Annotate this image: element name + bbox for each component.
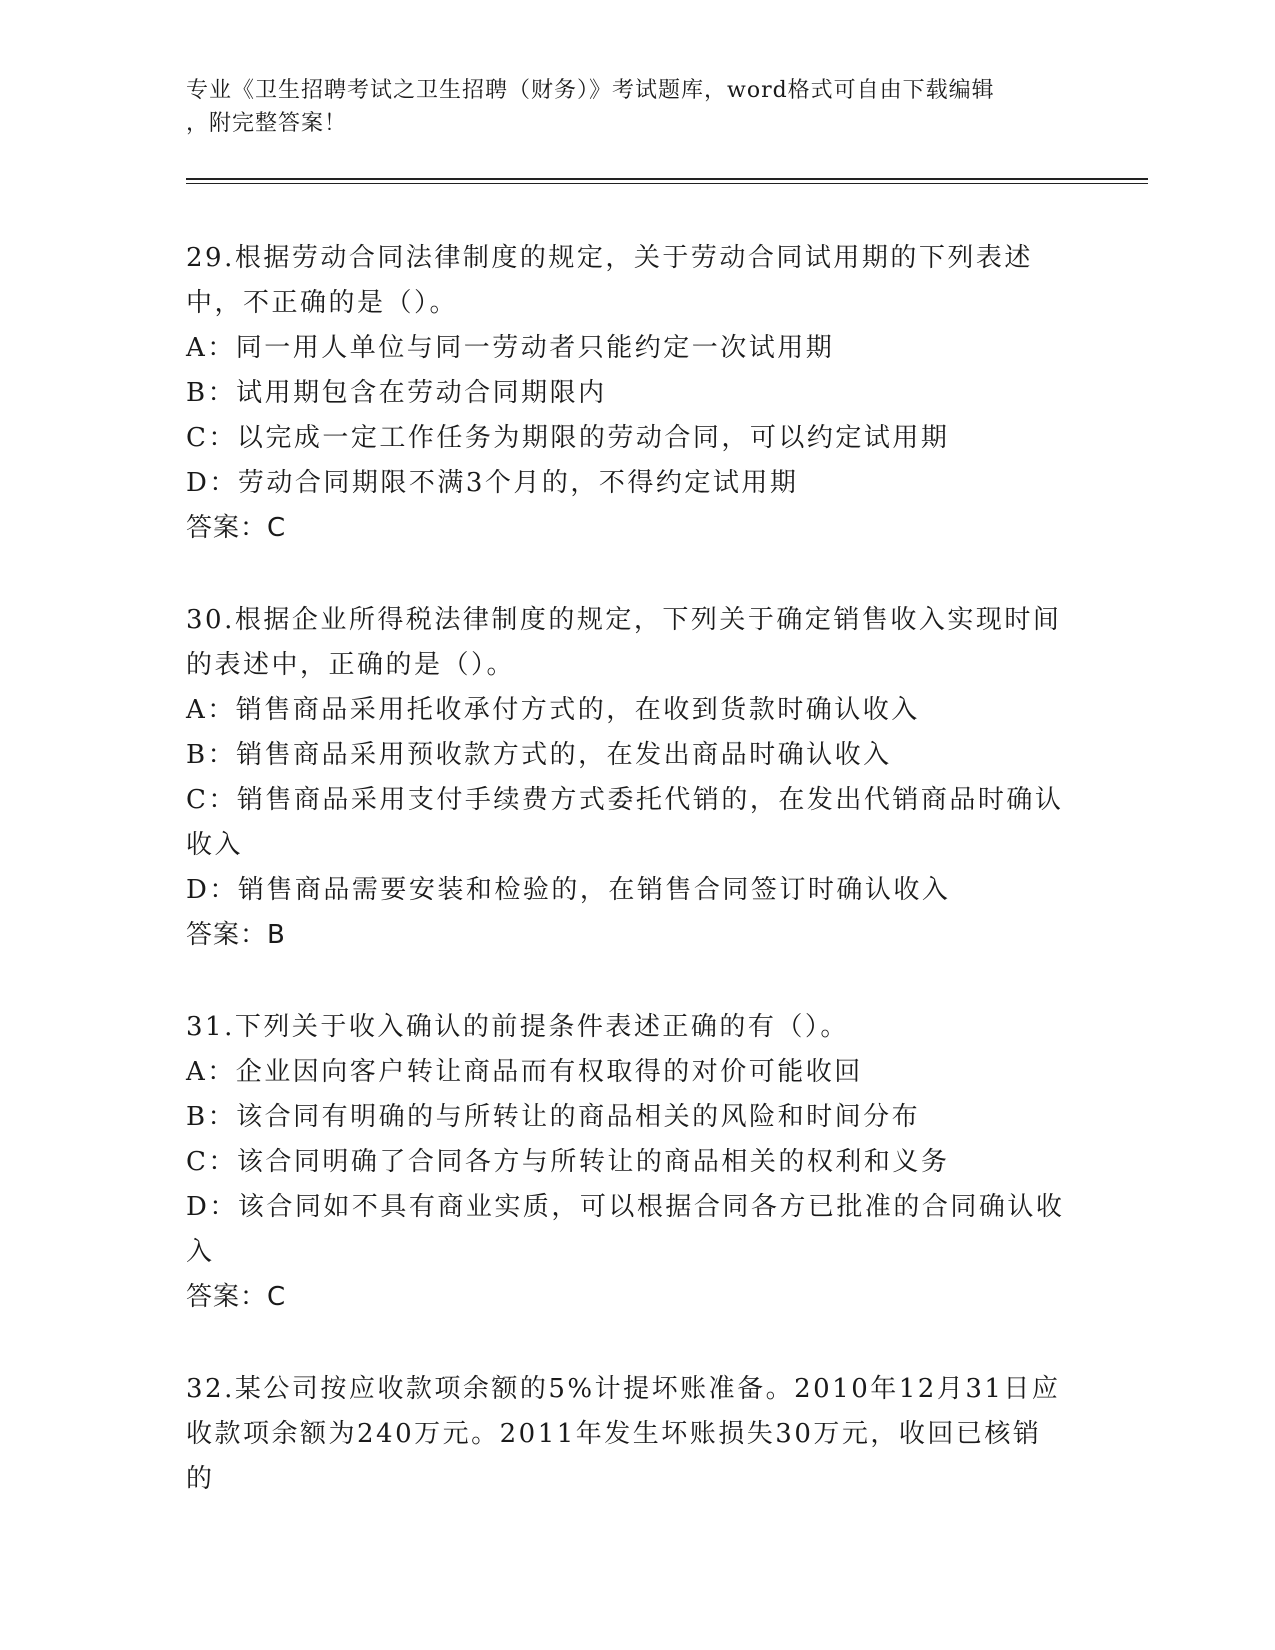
question-list bbox=[186, 236, 1066, 1549]
header-divider-top bbox=[186, 178, 1148, 180]
document-header bbox=[186, 74, 1066, 140]
answer-line: 答案：C bbox=[186, 1282, 287, 1312]
answer-line: 答案：C bbox=[186, 513, 287, 543]
option-d: D：销售商品需要安装和检验的，在销售合同签订时确认收入 bbox=[186, 875, 951, 905]
option-c: C：销售商品采用支付手续费方式委托代销的，在发出代销商品时确认收入 bbox=[186, 785, 1064, 860]
option-b: B：试用期包含在劳动合同期限内 bbox=[186, 378, 607, 408]
question-stem: 32.某公司按应收款项余额的5%计提坏账准备。2010年12月31日应收款项余额为240万元。2011年发生坏账损失30万元，收回已核销的 bbox=[186, 1374, 1061, 1494]
option-b: B：该合同有明确的与所转让的商品相关的风险和时间分布 bbox=[186, 1102, 921, 1132]
option-b: B：销售商品采用预收款方式的，在发出商品时确认收入 bbox=[186, 740, 892, 770]
option-d: D：劳动合同期限不满3个月的，不得约定试用期 bbox=[186, 468, 799, 498]
question-32 bbox=[186, 1367, 1066, 1502]
question-stem: 30.根据企业所得税法律制度的规定，下列关于确定销售收入实现时间的表述中，正确的是（）。 bbox=[186, 605, 1062, 680]
question-29 bbox=[186, 236, 1066, 551]
option-a: A：同一用人单位与同一劳动者只能约定一次试用期 bbox=[186, 333, 835, 363]
option-d: D：该合同如不具有商业实质，可以根据合同各方已批准的合同确认收入 bbox=[186, 1192, 1065, 1267]
question-stem: 31.下列关于收入确认的前提条件表述正确的有（）。 bbox=[186, 1012, 849, 1042]
answer-line: 答案：B bbox=[186, 920, 286, 950]
question-31 bbox=[186, 1005, 1066, 1320]
header-divider-bottom bbox=[186, 183, 1148, 184]
option-c: C：该合同明确了合同各方与所转让的商品相关的权利和义务 bbox=[186, 1147, 950, 1177]
header-line-1: 专业《卫生招聘考试之卫生招聘（财务）》考试题库，word格式可自由下载编辑 bbox=[186, 78, 995, 103]
option-a: A：企业因向客户转让商品而有权取得的对价可能收回 bbox=[186, 1057, 863, 1087]
question-stem: 29.根据劳动合同法律制度的规定，关于劳动合同试用期的下列表述中，不正确的是（）。 bbox=[186, 243, 1033, 318]
question-30 bbox=[186, 598, 1066, 958]
option-a: A：销售商品采用托收承付方式的，在收到货款时确认收入 bbox=[186, 695, 920, 725]
header-line-2: ，附完整答案！ bbox=[186, 111, 348, 136]
option-c: C：以完成一定工作任务为期限的劳动合同，可以约定试用期 bbox=[186, 423, 950, 453]
